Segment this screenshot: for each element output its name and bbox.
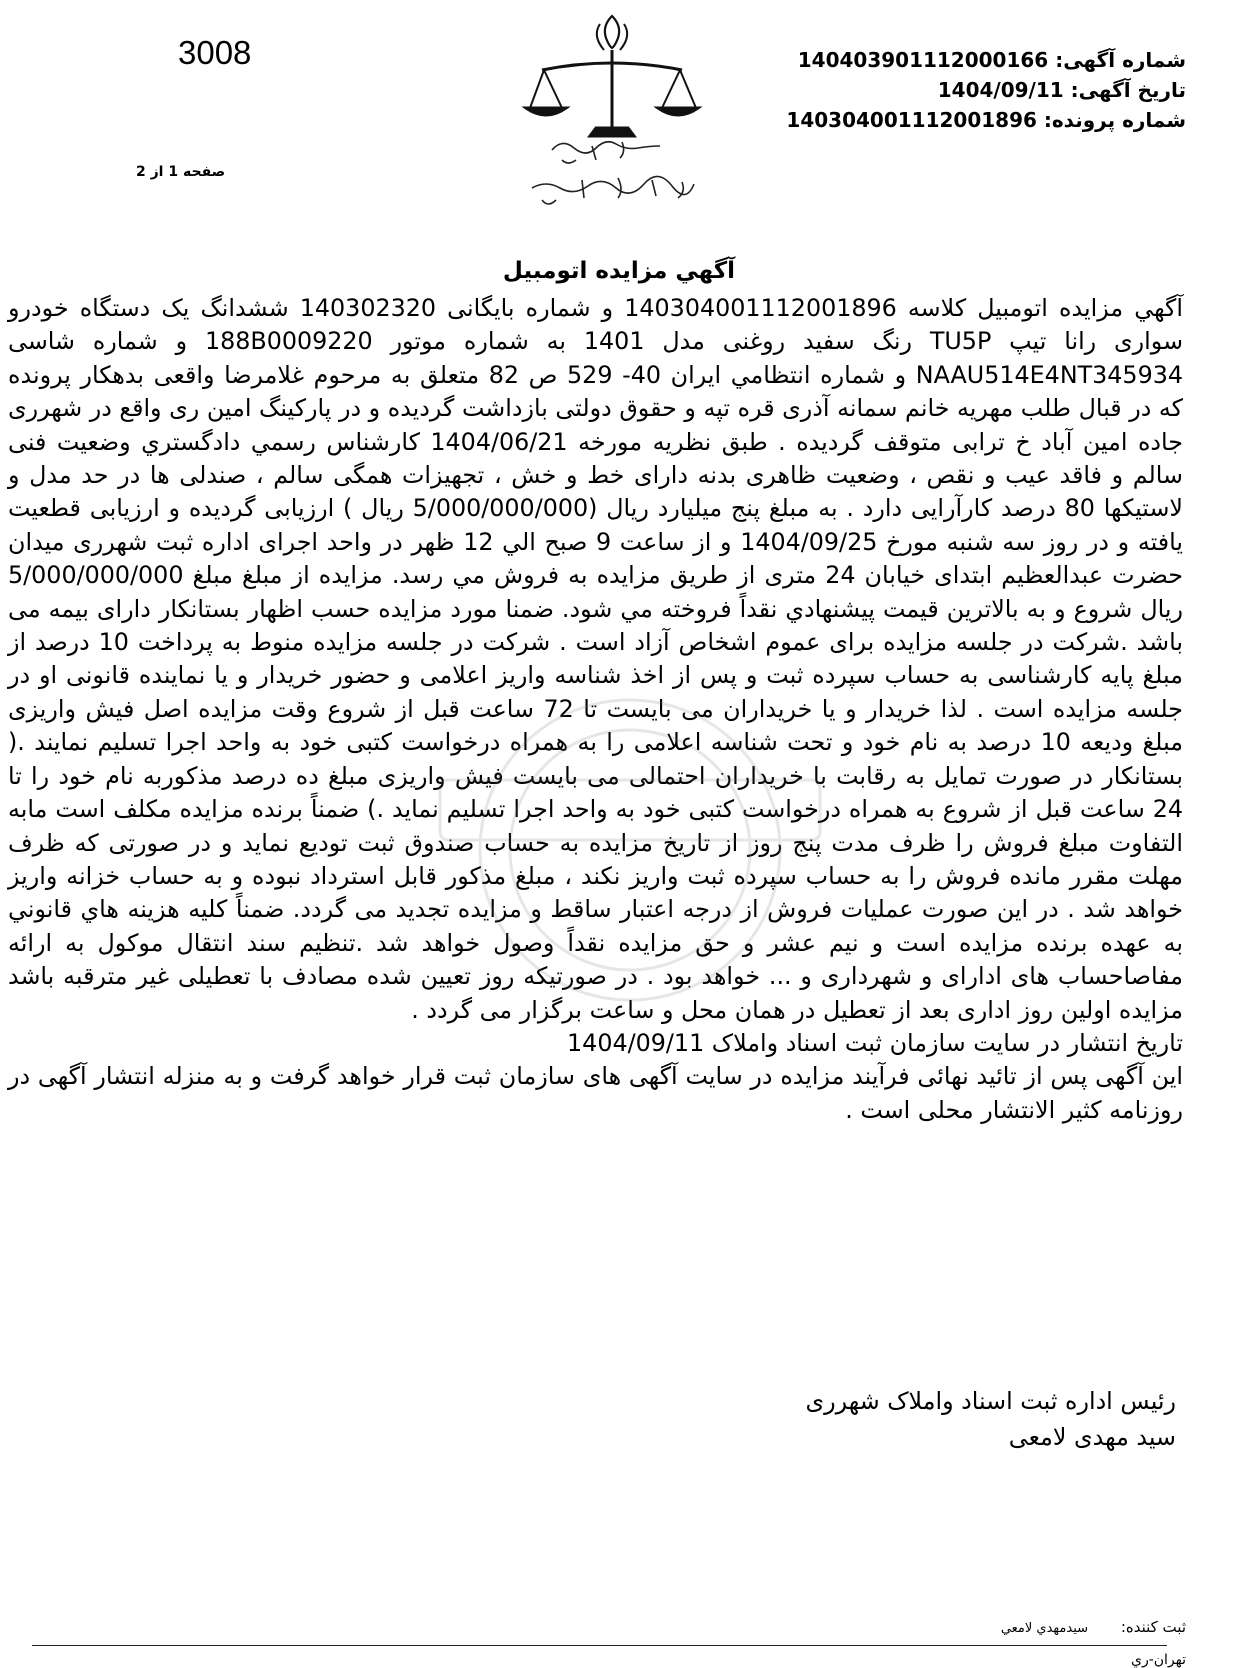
registrar-name: سيدمهدي لامعي	[1000, 1621, 1089, 1636]
case-number-value: 140304001112001896	[786, 108, 1037, 132]
signatory-position: رئیس اداره ثبت اسناد واملاک شهرری	[805, 1387, 1176, 1415]
judiciary-scales-emblem	[522, 10, 702, 215]
signature-block	[806, 1383, 1177, 1455]
announcement-number	[798, 48, 1186, 72]
footer-city: تهران-ري	[1130, 1652, 1186, 1668]
page-indicator: صفحه 1 از 2	[136, 164, 226, 180]
announcement-date	[938, 78, 1186, 102]
registrar-row	[1001, 1618, 1186, 1636]
reference-number: 3008	[178, 34, 252, 71]
case-number	[786, 108, 1186, 132]
registrar-label: ثبت کننده:	[1120, 1618, 1186, 1636]
body-paragraph-publish-date: تاریخ انتشار در سایت سازمان ثبت اسناد واملاک 1404/09/11	[567, 1028, 1183, 1057]
page-title: آگهي مزايده اتومبيل	[502, 258, 736, 284]
announcement-body	[8, 292, 1183, 1127]
announcement-number-value: 140403901112000166	[797, 48, 1049, 72]
body-paragraph-notice: این آگهی پس از تائید نهائی فرآیند مزایده در سایت آگهی های سازمان ثبت قرار خواهد گرفت و به منزله انتشار آگهی در روزنامه کثیر الانتشار محلی است .	[8, 1062, 1183, 1124]
body-paragraph-main: آگهي مزايده اتومبيل كلاسه 140304001112001896 و شماره بايگانی 140302320 ششدانگ یک دستگاه خودرو سواری رانا تیپ TU5P رنگ سفید روغنی مدل 1401 به شماره موتور 188B0009220 و شماره شاسی NAAU514E4NT345934 و شماره انتظامي ايران 40- 529 ص 82 متعلق به مرحوم غلامرضا واقعی بدهکار پرونده که در قبال طلب مهریه خانم سمانه آذری قره تپه و حقوق دولتی بازداشت گردیده و در پارکینگ امین ری واقع در شهرری جاده امین آباد خ ترابی متوقف گردیده . طبق نظریه مورخه 1404/06/21 کارشناس رسمي دادگستري وضعیت فنی سالم و فاقد عیب و نقص ، وضعیت ظاهری بدنه دارای خط و خش ، تجهیزات همگی سالم ، صندلی ها در حد مدل و لاستیکها 80 درصد کارآرایی دارد . به مبلغ پنج میلیارد ریال (5/000/000/000 ریال ) ارزیابی گردیده و ارزیابی قطعیت یافته و در روز سه شنبه مورخ 1404/09/25 و از ساعت 9 صبح الي 12 ظهر در واحد اجرای اداره ثبت شهرری میدان حضرت عبدالعظیم ابتدای خیابان 24 متری از طريق مزايده به فروش مي رسد. مزايده از مبلغ مبلغ 5/000/000/000 ريال شروع و به بالاترين قيمت پيشنهادي نقداً فروخته مي شود. ضمنا مورد مزایده حسب اظهار بستانکار دارای بیمه می باشد .شرکت در جلسه مزایده برای عموم اشخاص آزاد است . شرکت در جلسه مزایده منوط به پرداخت 10 درصد از مبلغ پایه کارشناسی به حساب سپرده ثبت و پس از اخذ شناسه واریز اعلامی و حضور خریدار و یا نماینده قانونی او در جلسه مزایده است . لذا خریدار و یا خریداران می بایست تا 72 ساعت قبل از شروع وقت مزایده اصل فیش واریزی مبلغ ودیعه 10 درصد به نام خود و تحت شناسه اعلامی را به همراه درخواست کتبی خود به واحد اجرا تسلیم نمایند .( بستانکار در صورت تمایل به رقابت با خریداران احتمالی می بایست فیش واریزی مبلغ ده درصد مذکوربه نام خود را تا 24 ساعت قبل از شروع به همراه درخواست کتبی خود به واحد اجرا تسلیم نماید .) ضمناً برنده مزایده مکلف است مابه التفاوت مبلغ فروش را ظرف مدت پنج روز از تاریخ مزایده به حساب صندوق ثبت تودیع نماید و در صورتی که ظرف مهلت مقرر مانده فروش را به حساب سپرده ثبت واریز نکند ، مبلغ مذکور قابل استرداد نبوده و به حساب خزانه واریز خواهد شد . در این صورت عملیات فروش از درجه اعتبار ساقط و مزایده تجدید می گردد. ضمناً كليه هزينه هاي قانوني به عهده برنده مزايده است و نيم عشر و حق مزايده نقداً وصول خواهد شد .تنظیم سند انتقال موکول به ارائه مفاصاحساب های ادارای و شهرداری و ... خواهد بود . در صورتیکه روز تعیین شده مصادف با تعطیلی غیر مترقبه باشد مزایده اولین روز اداری بعد از تعطیل در همان محل و ساعت برگزار می گردد .	[8, 294, 1184, 1024]
case-number-label: شماره پرونده:	[1043, 108, 1186, 132]
announcement-number-label: شماره آگهی:	[1055, 48, 1186, 72]
announcement-date-label: تاریخ آگهی:	[1070, 78, 1186, 102]
announcement-date-value: 1404/09/11	[937, 78, 1064, 102]
footer-divider	[32, 1645, 1167, 1646]
signatory-name: سید مهدی لامعی	[1008, 1423, 1176, 1451]
